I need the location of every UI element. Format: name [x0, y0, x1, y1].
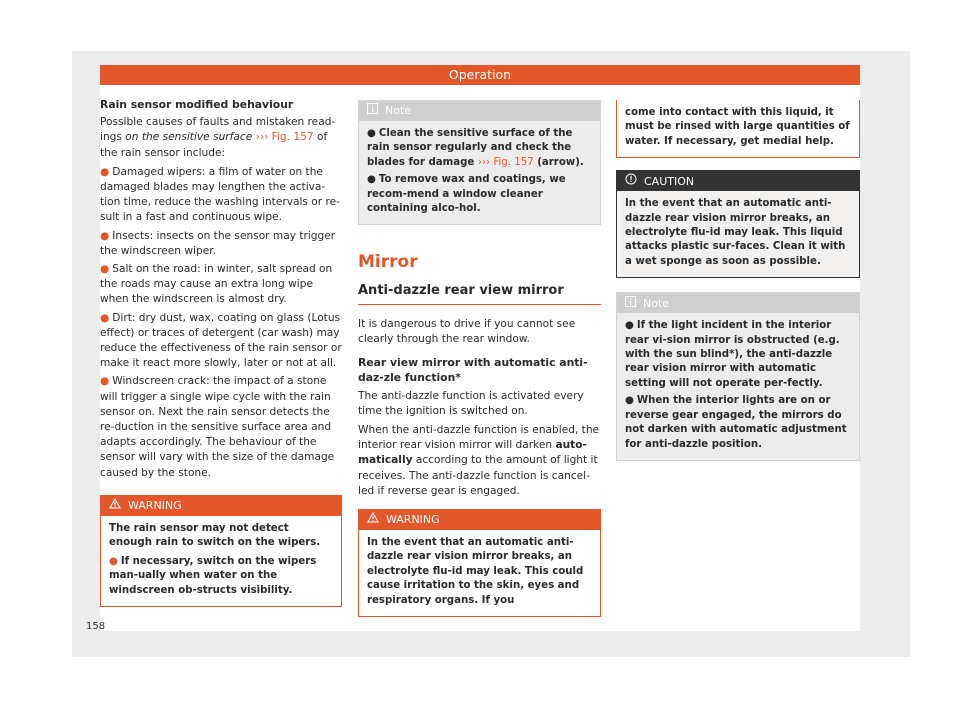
list-item-text: To remove wax and coatings, we recom-mend a window cleaner containing alco-hol.: [367, 174, 566, 215]
paragraph-bold: auto-matically: [358, 439, 587, 467]
paragraph-text: When the anti-dazzle function is enabled, the interior rear vision mirror will darken: [358, 424, 600, 452]
note-box: [358, 100, 601, 225]
note-body: [359, 121, 600, 224]
caution-circle-icon: [625, 173, 637, 189]
bullet-icon: ●: [625, 320, 634, 332]
fig-reference-link[interactable]: ››› Fig. 157: [477, 156, 534, 168]
bullet-icon: ●: [100, 311, 110, 324]
paragraph-text: according to the amount of light it receives. The anti-dazzle function is cancel-led if reverse gear is engaged.: [358, 454, 598, 497]
list-item: [100, 311, 342, 372]
list-item: [100, 262, 342, 308]
mirror-title: Mirror: [358, 252, 418, 273]
list-item: [109, 555, 333, 598]
note-header: [359, 101, 600, 121]
note-body: [617, 313, 859, 460]
column-3: [616, 100, 860, 461]
warning-box: [100, 495, 342, 607]
list-item: [100, 374, 342, 480]
list-item-text: If the light incident in the interior rear vi-sion mirror is obstructed (e.g. with the sun blind*), the anti-dazzle rear vision mirror with automatic setting will not operate per-fectly.: [625, 320, 840, 389]
list-item: [367, 173, 592, 216]
list-item: [100, 165, 342, 226]
warning-box-continued: [616, 100, 860, 158]
auto-dazzle-heading: Rear view mirror with automatic anti-daz-zle function*: [358, 356, 588, 385]
warning-body: [617, 100, 859, 157]
list-item-text: If necessary, switch on the wipers man-ually when water on the windscreen ob-structs visibility.: [109, 555, 317, 596]
note-box: [616, 292, 860, 461]
caution-header: [617, 171, 859, 191]
mirror-subtitle: Anti-dazzle rear view mirror: [358, 283, 601, 305]
warning-header: [101, 496, 341, 516]
column-2: [358, 100, 601, 617]
list-item-text: Salt on the road: in winter, salt spread on the roads may cause an extra long wipe when the windscreen is almost dry.: [100, 263, 333, 306]
list-item: [625, 394, 851, 452]
caution-title: CAUTION: [644, 174, 695, 188]
warning-triangle-icon: [109, 498, 121, 513]
intro-italic: on the sensitive surface: [125, 131, 253, 144]
mirror-paragraph: It is dangerous to drive if you cannot see clearly through the rear window.: [358, 317, 576, 346]
column-1: [100, 97, 342, 607]
warning-text: In the event that an automatic anti-dazzle rear vision mirror breaks, an electrolyte flu-id may leak. This could cause irritation to the skin, eyes and respiratory organs. If you: [367, 537, 584, 606]
intro-text: Possible causes of faults and mistaken read-ings: [100, 116, 336, 144]
list-item: [367, 127, 592, 170]
note-title: Note: [643, 296, 670, 310]
rain-sensor-intro: [100, 115, 342, 161]
warning-header: [359, 510, 600, 530]
list-item-text: (arrow).: [537, 156, 584, 168]
bullet-icon: ●: [367, 174, 376, 186]
info-icon: [367, 103, 378, 118]
bullet-icon: ●: [100, 375, 110, 388]
rain-sensor-heading: Rain sensor modified behaviour: [100, 98, 294, 111]
bullet-icon: ●: [625, 395, 634, 407]
warning-text: come into contact with this liquid, it must be rinsed with large quantities of water. If necessary, get medial help.: [625, 107, 850, 147]
list-item-text: Damaged wipers: a film of water on the damaged blades may lengthen the activa-tion time, reduce the washing intervals or re-sult in a fast and continuous wipe.: [100, 165, 340, 224]
caution-text: In the event that an automatic anti-dazzle rear vision mirror breaks, an electrolyte flu-id may leak. This liquid attacks plastic sur-faces. Clean it with a wet sponge as soon as possible.: [625, 198, 846, 267]
note-title: Note: [385, 104, 412, 118]
warning-body: [101, 516, 341, 606]
warning-body: [359, 530, 600, 616]
list-item: [625, 319, 851, 391]
info-icon: [625, 296, 636, 311]
bullet-icon: ●: [100, 165, 110, 178]
bullet-icon: ●: [100, 229, 110, 242]
fig-reference-link[interactable]: ››› Fig. 157: [255, 131, 314, 144]
list-item-text: Windscreen crack: the impact of a stone will trigger a single wipe cycle with the rain sensor on. Next the rain sensor detects the re-duction in the sensitive surface area and adapts accordingly. The behaviour of the sensor will vary with the size of the damage caused by the stone.: [100, 375, 335, 479]
mirror-paragraph: The anti-dazzle function is activated every time the ignition is switched on.: [358, 389, 584, 417]
bullet-icon: ●: [100, 263, 110, 276]
warning-text: The rain sensor may not detect enough rain to switch on the wipers.: [109, 522, 321, 549]
list-item-text: Insects: insects on the sensor may trigger the windscreen wiper.: [100, 229, 336, 257]
list-item: [100, 229, 342, 259]
bullet-icon: ●: [109, 555, 118, 567]
section-header: Operation: [100, 65, 860, 85]
list-item-text: Clean the sensitive surface of the rain sensor regularly and check the blades for damage: [367, 128, 573, 168]
mirror-paragraph: [358, 423, 601, 499]
list-item-text: When the interior lights are on or reverse gear engaged, the mirrors do not darken with automatic adjustment for anti-dazzle position.: [625, 395, 847, 450]
page-number: 158: [86, 621, 106, 632]
warning-title: WARNING: [386, 513, 440, 527]
intro-text-end: of the rain sensor include:: [100, 131, 328, 159]
list-item-text: Dirt: dry dust, wax, coating on glass (Lotus effect) or traces of detergent (car wash) may reduce the effectiveness of the rain sensor or make it react more slowly, later or not at all.: [100, 311, 342, 370]
warning-title: WARNING: [128, 499, 182, 513]
caution-box: [616, 170, 860, 278]
warning-triangle-icon: [367, 512, 379, 527]
caution-body: [617, 191, 859, 277]
warning-box: [358, 509, 601, 617]
bullet-icon: ●: [367, 128, 376, 139]
note-header: [617, 293, 859, 313]
